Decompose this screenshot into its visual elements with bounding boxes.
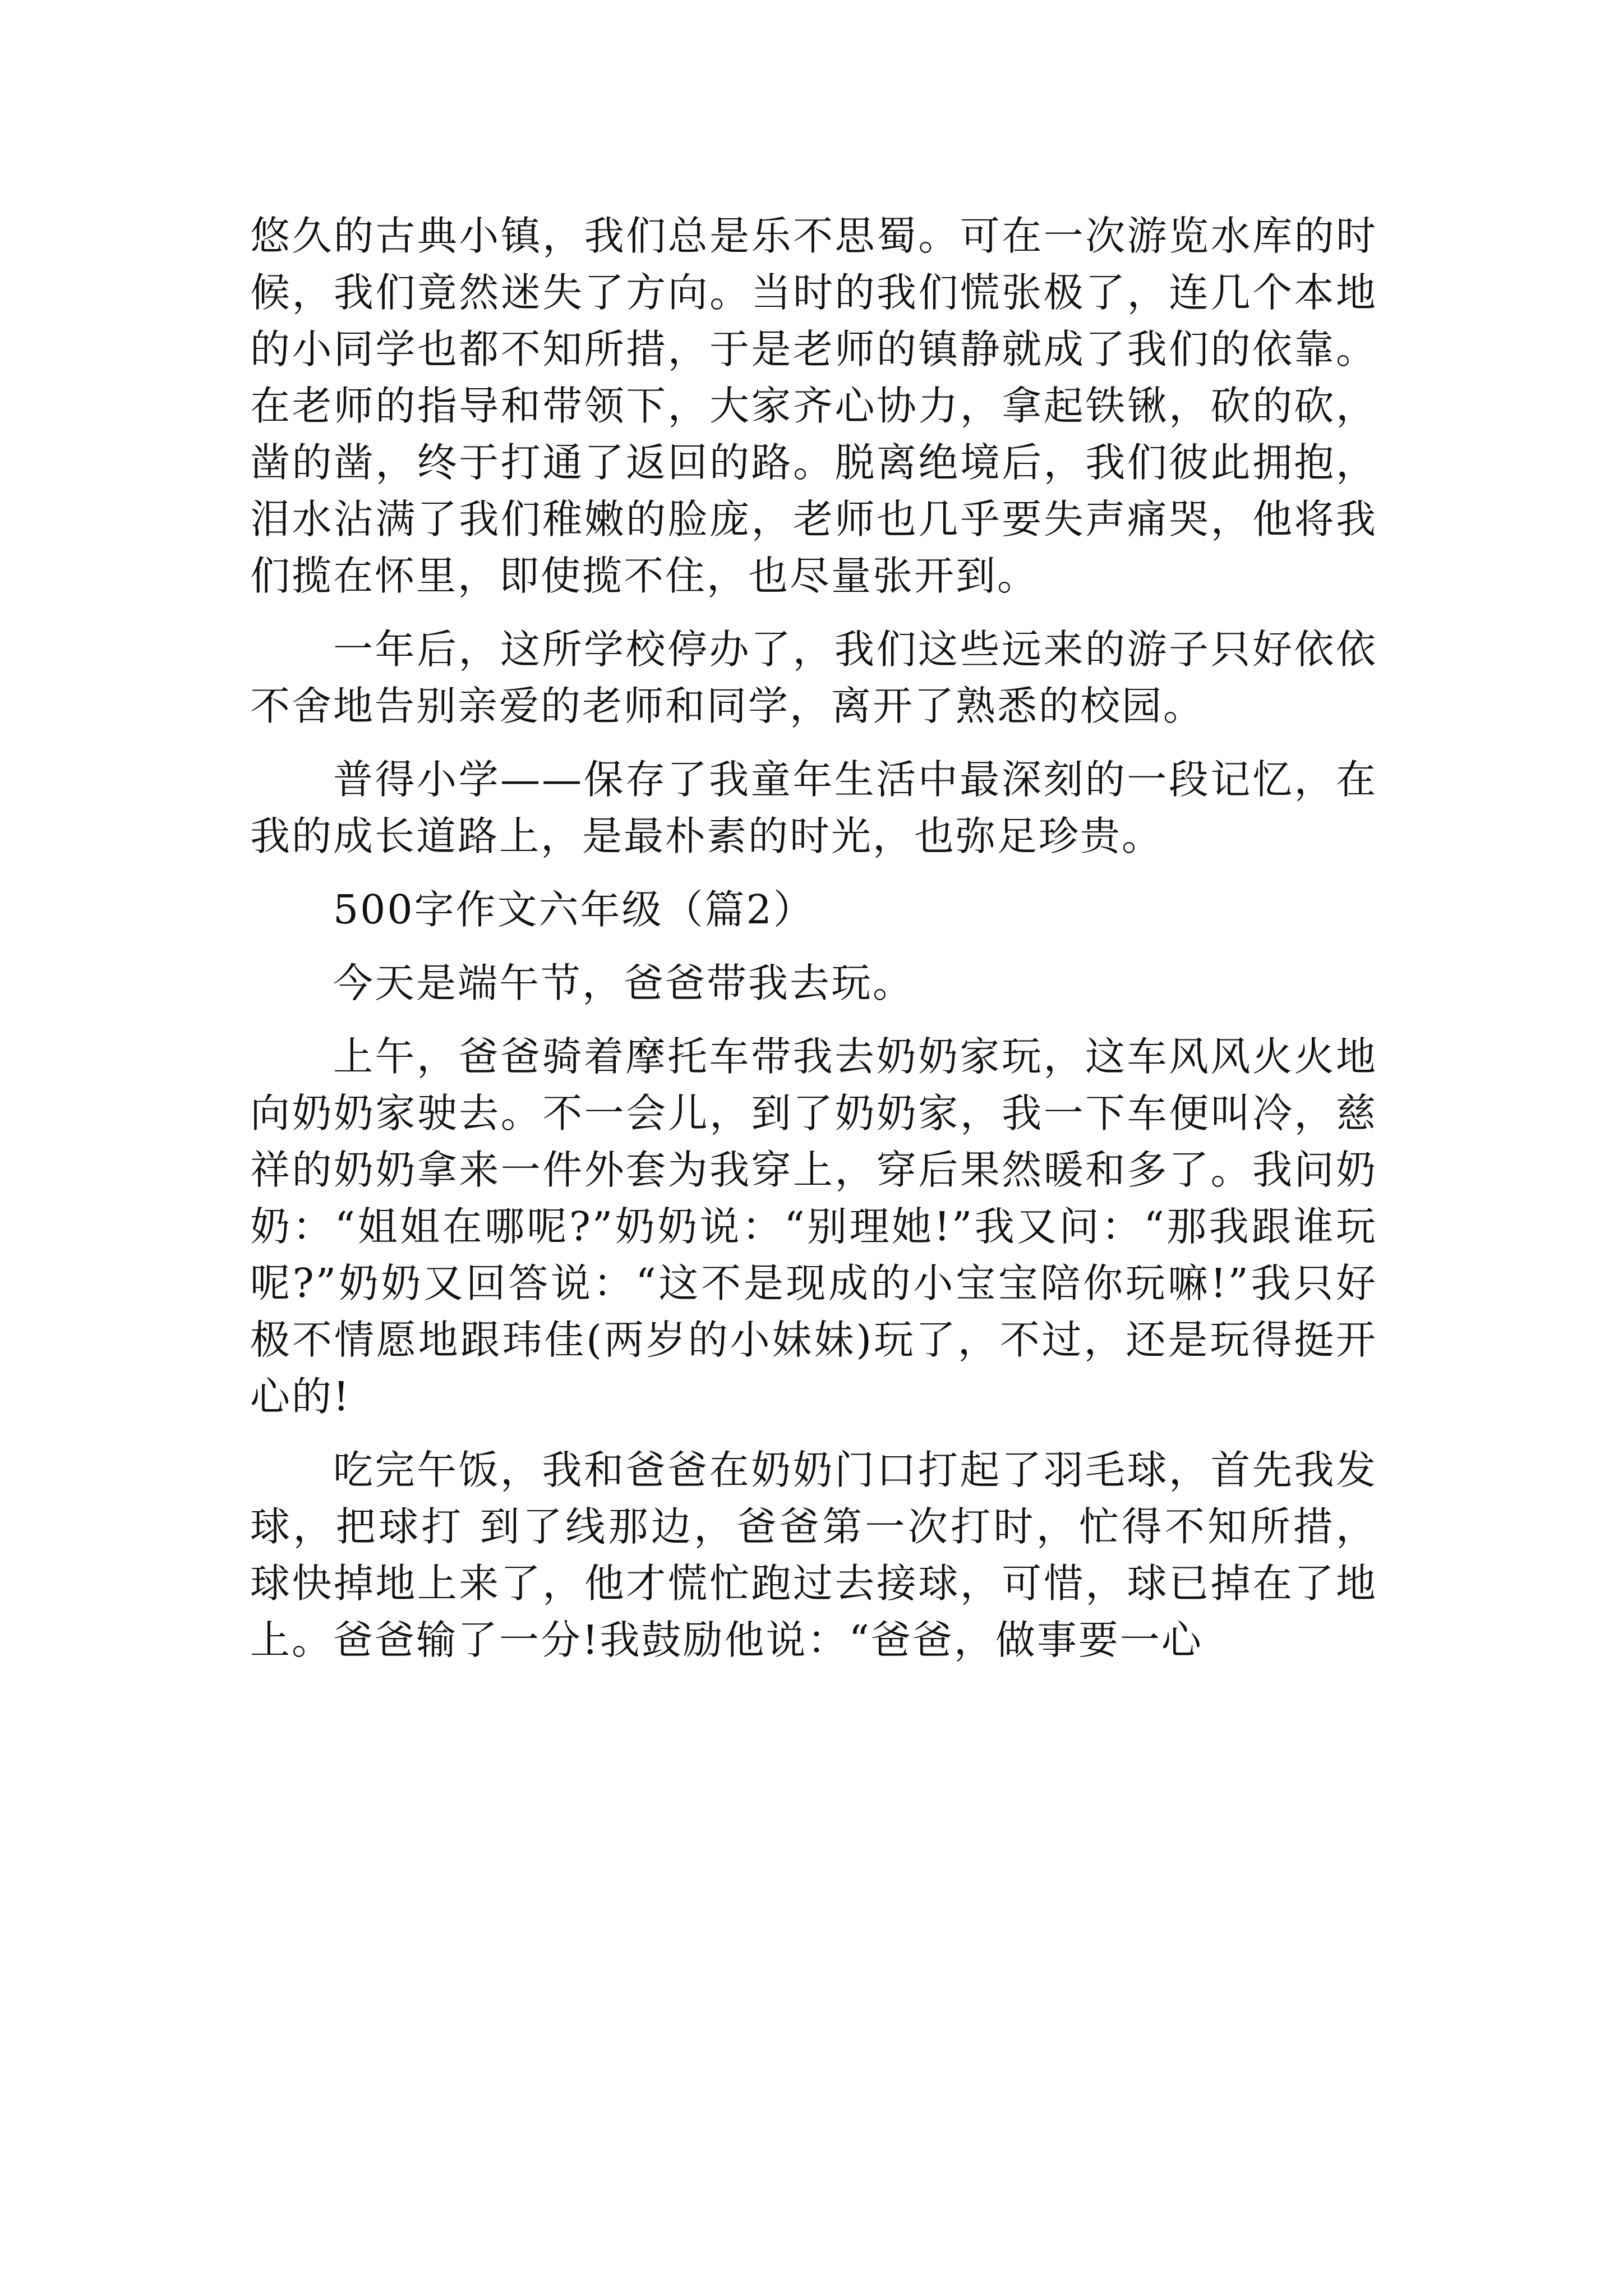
paragraph-1: 悠久的古典小镇，我们总是乐不思蜀。可在一次游览水库的时候，我们竟然迷失了方向。当时的我们慌张极了，连几个本地的小同学也都不知所措，于是老师的镇静就成了我们的依靠。在老师的指导和带领下，大家齐心协力，拿起铁锹，砍的砍，凿的凿，终于打通了返回的路。脱离绝境后，我们彼此拥抱，泪水沾满了我们稚嫩的脸庞，老师也几乎要失声痛哭，他将我们揽在怀里，即使揽不住，也尽量张开到。 <box>250 213 1377 599</box>
paragraph-3: 普得小学——保存了我童年生活中最深刻的一段记忆，在我的成长道路上，是最朴素的时光，也弥足珍贵。 <box>250 756 1377 859</box>
article-body <box>250 208 1377 1668</box>
section-heading: 500字作文六年级（篇2） <box>333 886 815 933</box>
paragraph-6: 上午，爸爸骑着摩托车带我去奶奶家玩，这车风风火火地向奶奶家驶去。不一会儿，到了奶奶家，我一下车便叫冷，慈祥的奶奶拿来一件外套为我穿上，穿后果然暖和多了。我问奶奶：“姐姐在哪呢?”奶奶说：“别理她!”我又问：“那我跟谁玩呢?”奶奶又回答说：“这不是现成的小宝宝陪你玩嘛!”我只好极不情愿地跟玮佳(两岁的小妹妹)玩了，不过，还是玩得挺开心的! <box>250 1033 1377 1420</box>
paragraph-5: 今天是端午节，爸爸带我去玩。 <box>333 960 915 1006</box>
paragraph-2: 一年后，这所学校停办了，我们这些远来的游子只好依依不舍地告别亲爱的老师和同学，离开了熟悉的校园。 <box>250 626 1377 729</box>
paragraph-7: 吃完午饭，我和爸爸在奶奶门口打起了羽毛球，首先我发球，把球打 到了线那边，爸爸第一次打时，忙得不知所措，球快掉地上来了，他才慌忙跑过去接球，可惜，球已掉在了地上。爸爸输了一分!我鼓励他说：“爸爸，做事要一心 <box>250 1447 1377 1663</box>
